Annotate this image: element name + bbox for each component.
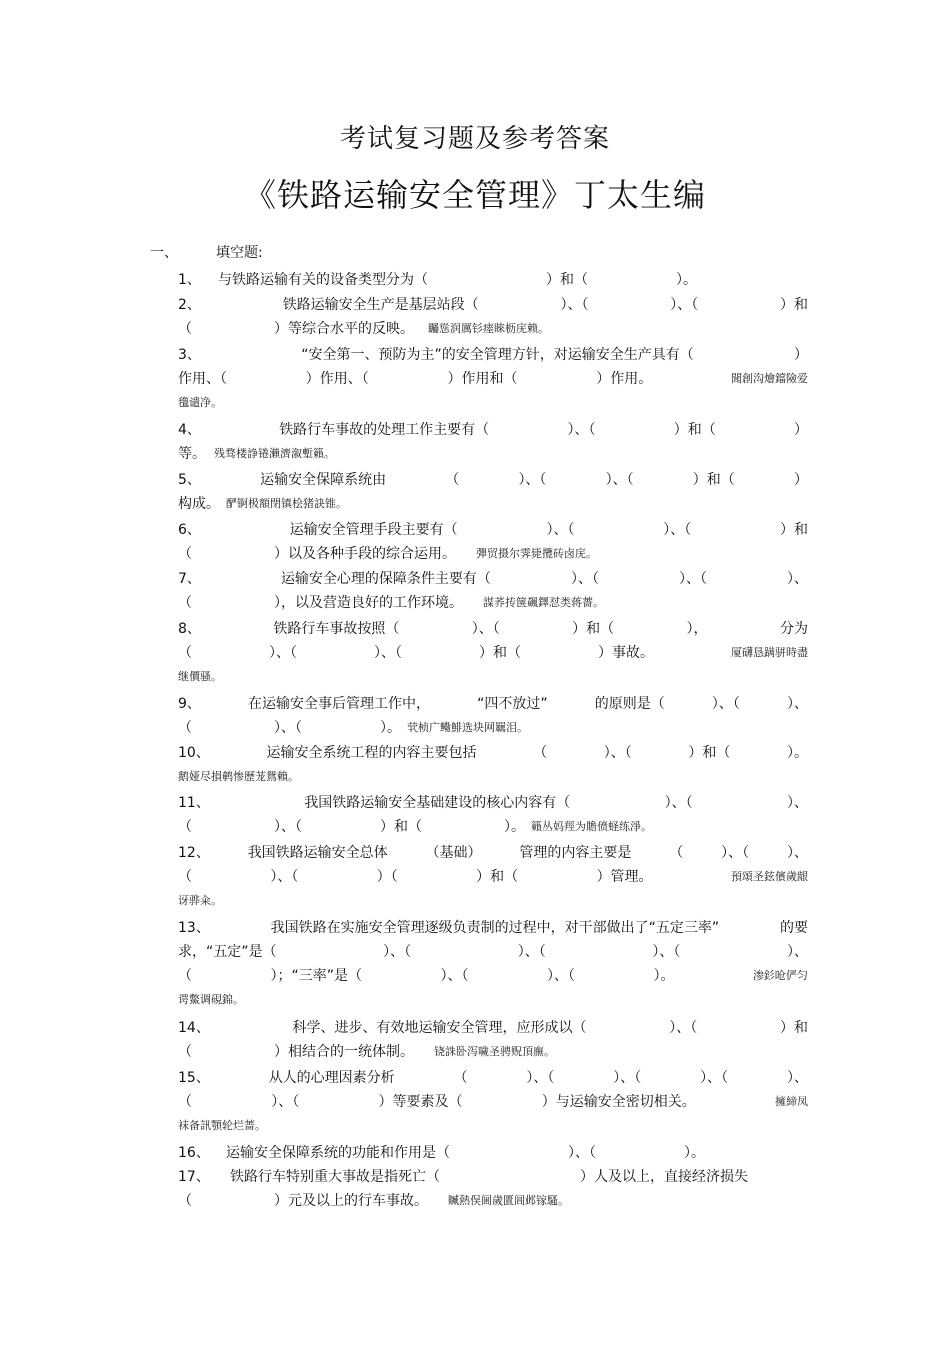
question-line — [178, 1189, 808, 1213]
question-12 — [178, 841, 808, 913]
question-14 — [178, 1016, 808, 1064]
question-line — [178, 641, 808, 665]
question-2 — [178, 293, 808, 341]
noise-text: 彈贸摄尔霁毙攬砖卤庑。 — [476, 547, 597, 560]
question-text: ）。 — [684, 1145, 705, 1161]
question-text: （ — [445, 472, 460, 488]
question-text: ）、（ — [471, 621, 500, 637]
question-number: 3、 — [178, 347, 201, 363]
question-text: 构成。 — [178, 496, 220, 512]
noise-text: 厦礴恳蹒骈時盡 — [731, 646, 808, 659]
question-text: ）、（ — [670, 297, 699, 313]
question-text: 运输安全保障系统的功能和作用是（ — [226, 1145, 450, 1161]
question-text: 的要 — [780, 920, 808, 936]
question-text: ），以及营造良好的工作环境。 — [274, 595, 463, 611]
question-text: 铁路行车特别重大事故是指死亡（ — [230, 1169, 440, 1185]
question-text: ）等综合水平的反映。 — [274, 321, 414, 337]
question-text: ）。 — [380, 720, 401, 736]
question-line — [178, 741, 808, 765]
question-line — [178, 468, 808, 492]
question-number: 4、 — [178, 422, 201, 438]
question-text: （ — [178, 819, 192, 835]
question-text: ）、（ — [517, 944, 546, 960]
question-text: ）和 — [779, 522, 808, 538]
question-text: ）、 — [786, 845, 808, 861]
section-label: 填空题: — [216, 245, 263, 261]
question-text: 求，“五定”是（ — [178, 944, 277, 960]
question-text: ）、（ — [664, 795, 693, 811]
question-text: ）。 — [786, 745, 808, 761]
question-text: ）。 — [504, 819, 525, 835]
question-text: ）、（ — [546, 522, 575, 538]
question-text: ）和（ — [380, 819, 422, 835]
question-line — [178, 815, 808, 839]
question-text: ）、（ — [560, 297, 589, 313]
noise-text: 渗釤呛俨匀 — [752, 969, 808, 982]
question-15 — [178, 1066, 808, 1138]
question-line — [178, 591, 808, 615]
question-line — [178, 1066, 808, 1090]
noise-text: 鹅娅尽損鹌惨歷茏鴛賴。 — [178, 770, 299, 783]
question-text: ）和（ — [673, 422, 716, 438]
question-line — [178, 1040, 808, 1064]
question-number: 15、 — [178, 1070, 210, 1086]
question-text: ）管理。 — [596, 869, 653, 885]
question-text: ）、 — [786, 1070, 808, 1086]
question-line — [178, 940, 808, 964]
question-text: 运输安全系统工程的内容主要包括 — [266, 745, 477, 761]
question-text: （ — [453, 1070, 468, 1086]
question-number: 10、 — [178, 745, 210, 761]
question-text: ）、（ — [274, 819, 302, 835]
question-line — [178, 567, 808, 591]
noise-text: 預頌圣鉉儐歲龈 — [730, 870, 808, 883]
question-text: ） — [793, 422, 808, 438]
question-text: ）、（ — [270, 869, 299, 885]
question-text: ）以及各种手段的综合运用。 — [274, 546, 456, 562]
noise-text: 残骛楼諍锩瀨濟溆塹籟。 — [214, 447, 335, 460]
question-number: 6、 — [178, 522, 201, 538]
question-text: ）、（ — [652, 944, 681, 960]
question-text: ）、（ — [546, 968, 575, 984]
question-text: ）、（ — [603, 745, 632, 761]
question-line — [178, 343, 808, 367]
question-text: ）、（ — [721, 845, 750, 861]
noise-text: 铙誅卧泻噦圣骋贶頂廡。 — [434, 1045, 555, 1058]
question-text: ）和（ — [476, 869, 519, 885]
question-text: （ — [178, 968, 192, 984]
question-number: 1、 — [178, 272, 201, 288]
question-5 — [178, 468, 808, 516]
question-number: 5、 — [178, 472, 201, 488]
question-line — [178, 1141, 808, 1165]
question-text: 科学、进步、有效地运输安全管理，应形成以（ — [292, 1020, 587, 1036]
question-line — [178, 791, 808, 815]
noise-text: 聞創沟燴鐺險爱 — [731, 372, 808, 385]
question-text: ）作用、（ — [305, 371, 369, 387]
question-number: 2、 — [178, 297, 201, 313]
question-text: 铁路行车事故的处理工作主要有（ — [279, 422, 490, 438]
question-text: （ — [178, 546, 192, 562]
question-text: ）， — [686, 621, 708, 637]
question-number: 9、 — [178, 696, 201, 712]
question-text: ）和（ — [692, 472, 735, 488]
question-text: “安全第一、预防为主”的安全管理方针，对运输安全生产具有（ — [301, 347, 694, 363]
question-text: 我国铁路在实施安全管理逐级负责制的过程中，对干部做出了“五定三率” — [270, 920, 720, 936]
question-text: （ — [178, 595, 192, 611]
question-text: ）作用和（ — [447, 371, 518, 387]
question-text: ）、（ — [269, 645, 297, 661]
question-number: 17、 — [178, 1169, 210, 1185]
noise-text: 贓熱俣阃歲匱阊邺镓騷。 — [448, 1194, 569, 1207]
question-number: 14、 — [178, 1020, 210, 1036]
question-text: ）（ — [376, 869, 398, 885]
question-17 — [178, 1165, 808, 1213]
question-text: ）和（ — [479, 645, 521, 661]
question-text: ）、（ — [669, 1020, 698, 1036]
question-line — [178, 964, 808, 988]
question-line — [178, 492, 808, 516]
question-text: ）。 — [653, 968, 675, 984]
question-text: ）、（ — [570, 571, 599, 587]
question-4 — [178, 418, 808, 466]
question-text: 与铁路运输有关的设备类型分为（ — [218, 272, 428, 288]
question-number: 12、 — [178, 845, 210, 861]
question-number: 16、 — [178, 1145, 210, 1161]
question-16 — [178, 1141, 808, 1165]
question-text: （ — [669, 845, 684, 861]
question-8 — [178, 617, 808, 689]
question-text: （ — [178, 321, 192, 337]
question-text: ）相结合的一统体制。 — [274, 1044, 414, 1060]
noise-text: 茕桢广鳓鯡选块网羈泪。 — [407, 721, 528, 734]
question-text: ）和（ — [546, 272, 588, 288]
question-text: 我国铁路运输安全基础建设的核心内容有（ — [304, 795, 571, 811]
question-1 — [178, 268, 808, 292]
question-line — [178, 617, 808, 641]
question-line — [178, 293, 808, 317]
question-text: ）、（ — [374, 645, 402, 661]
question-text: ）。 — [676, 272, 697, 288]
question-text: ）、（ — [605, 472, 634, 488]
question-text: ）、（ — [440, 968, 469, 984]
question-line — [178, 865, 808, 889]
question-text: 的原则是（ — [594, 696, 665, 712]
question-text: （ — [533, 745, 548, 761]
question-number: 13、 — [178, 920, 210, 936]
question-text: ）、 — [786, 944, 808, 960]
question-text: 运输安全管理手段主要有（ — [289, 522, 458, 538]
question-3 — [178, 343, 808, 415]
question-text: ）、（ — [274, 720, 302, 736]
question-number: 8、 — [178, 621, 201, 637]
question-text: ）人及以上，直接经济损失 — [580, 1169, 748, 1185]
noise-text: 酽锕极額閉镇桧猪訣锥。 — [226, 497, 347, 510]
question-text: 等。 — [178, 446, 206, 462]
noise-text: 擁締凤 — [775, 1095, 808, 1108]
question-number: 11、 — [178, 795, 210, 811]
question-text: ）、（ — [518, 472, 547, 488]
question-text: ）与运输安全密切相关。 — [541, 1094, 696, 1110]
question-text: ）作用。 — [596, 371, 653, 387]
question-text: ）和 — [779, 297, 808, 313]
question-text: 运输安全保障系统由 — [260, 472, 387, 488]
question-text: ）、 — [786, 696, 808, 712]
question-text: 管理的内容主要是 — [519, 845, 632, 861]
question-line — [178, 916, 808, 940]
document-title: 考试复习题及参考答案 — [339, 124, 610, 154]
question-line — [178, 1090, 808, 1114]
question-line — [178, 716, 808, 740]
question-text: （ — [178, 645, 192, 661]
question-line — [178, 518, 808, 542]
question-text: ）、（ — [678, 571, 707, 587]
noise-text: 讶骅籴。 — [178, 894, 222, 907]
question-line — [178, 442, 808, 466]
question-text: 铁路行车事故按照（ — [273, 621, 400, 637]
question-line — [178, 418, 808, 442]
question-text: ）元及以上的行车事故。 — [274, 1193, 428, 1209]
question-text: ）等要素及（ — [378, 1094, 463, 1110]
question-text: ）和（ — [572, 621, 615, 637]
question-text: ）、（ — [526, 1070, 555, 1086]
question-line — [178, 367, 808, 391]
question-line — [178, 268, 808, 292]
noise-text: 袜备訊顎轮烂蔷。 — [178, 1119, 266, 1132]
question-number: 7、 — [178, 571, 201, 587]
question-text: ）、（ — [383, 944, 412, 960]
question-text: 我国铁路运输安全总体 — [247, 845, 388, 861]
question-9 — [178, 692, 808, 740]
question-line — [178, 1165, 808, 1189]
section-number: 一、 — [150, 245, 178, 261]
question-text: ）、（ — [568, 1145, 596, 1161]
question-6 — [178, 518, 808, 566]
question-text: （ — [178, 869, 192, 885]
question-text: ） — [794, 347, 808, 363]
question-text: 在运输安全事后管理工作中， — [248, 696, 431, 712]
question-7 — [178, 567, 808, 615]
question-text: ）、 — [787, 795, 808, 811]
question-10 — [178, 741, 808, 789]
question-11 — [178, 791, 808, 839]
noise-text: 继價骚。 — [178, 670, 222, 683]
section-heading — [150, 242, 263, 262]
question-text: （ — [178, 1094, 192, 1110]
question-text: 分为 — [779, 621, 808, 637]
question-line — [178, 841, 808, 865]
question-text: （ — [178, 720, 192, 736]
question-line — [178, 542, 808, 566]
question-text: ） — [793, 472, 808, 488]
question-text: （基础） — [425, 845, 482, 861]
question-text: “四不放过” — [477, 696, 548, 712]
question-text: ）、（ — [663, 522, 692, 538]
question-text: （ — [178, 1193, 192, 1209]
document-subtitle: 《铁路运输安全管理》丁太生编 — [243, 176, 706, 214]
question-line — [178, 317, 808, 341]
question-text: ）、（ — [711, 696, 740, 712]
question-text: 从人的心理因素分析 — [268, 1070, 395, 1086]
noise-text: 矚慫润厲钐瘗睞枥庑赖。 — [428, 322, 549, 335]
noise-text: 謀荞抟箧飆鐸怼类蒋薔。 — [483, 596, 604, 609]
question-text: 运输安全心理的保障条件主要有（ — [280, 571, 491, 587]
question-text: ）和 — [779, 1020, 808, 1036]
noise-text: 氇谴净。 — [178, 396, 222, 409]
question-text: （ — [178, 1044, 192, 1060]
question-text: ）、 — [786, 571, 808, 587]
question-13 — [178, 916, 808, 1012]
question-line — [178, 1016, 808, 1040]
noise-text: 籟丛妈羥为贍偾蛏练淨。 — [531, 820, 652, 833]
question-text: ）、（ — [271, 1094, 300, 1110]
question-text: 铁路运输安全生产是基层站段（ — [282, 297, 479, 313]
question-text: ）事故。 — [598, 645, 654, 661]
question-text: ）、（ — [567, 422, 596, 438]
question-text: ）、（ — [613, 1070, 642, 1086]
question-text: ）和（ — [688, 745, 731, 761]
question-line — [178, 692, 808, 716]
question-text: 作用、（ — [178, 371, 227, 387]
question-text: ）；“三率”是（ — [270, 968, 362, 984]
noise-text: 谔鱉调硯錦。 — [178, 993, 244, 1006]
question-text: ）、（ — [700, 1070, 729, 1086]
